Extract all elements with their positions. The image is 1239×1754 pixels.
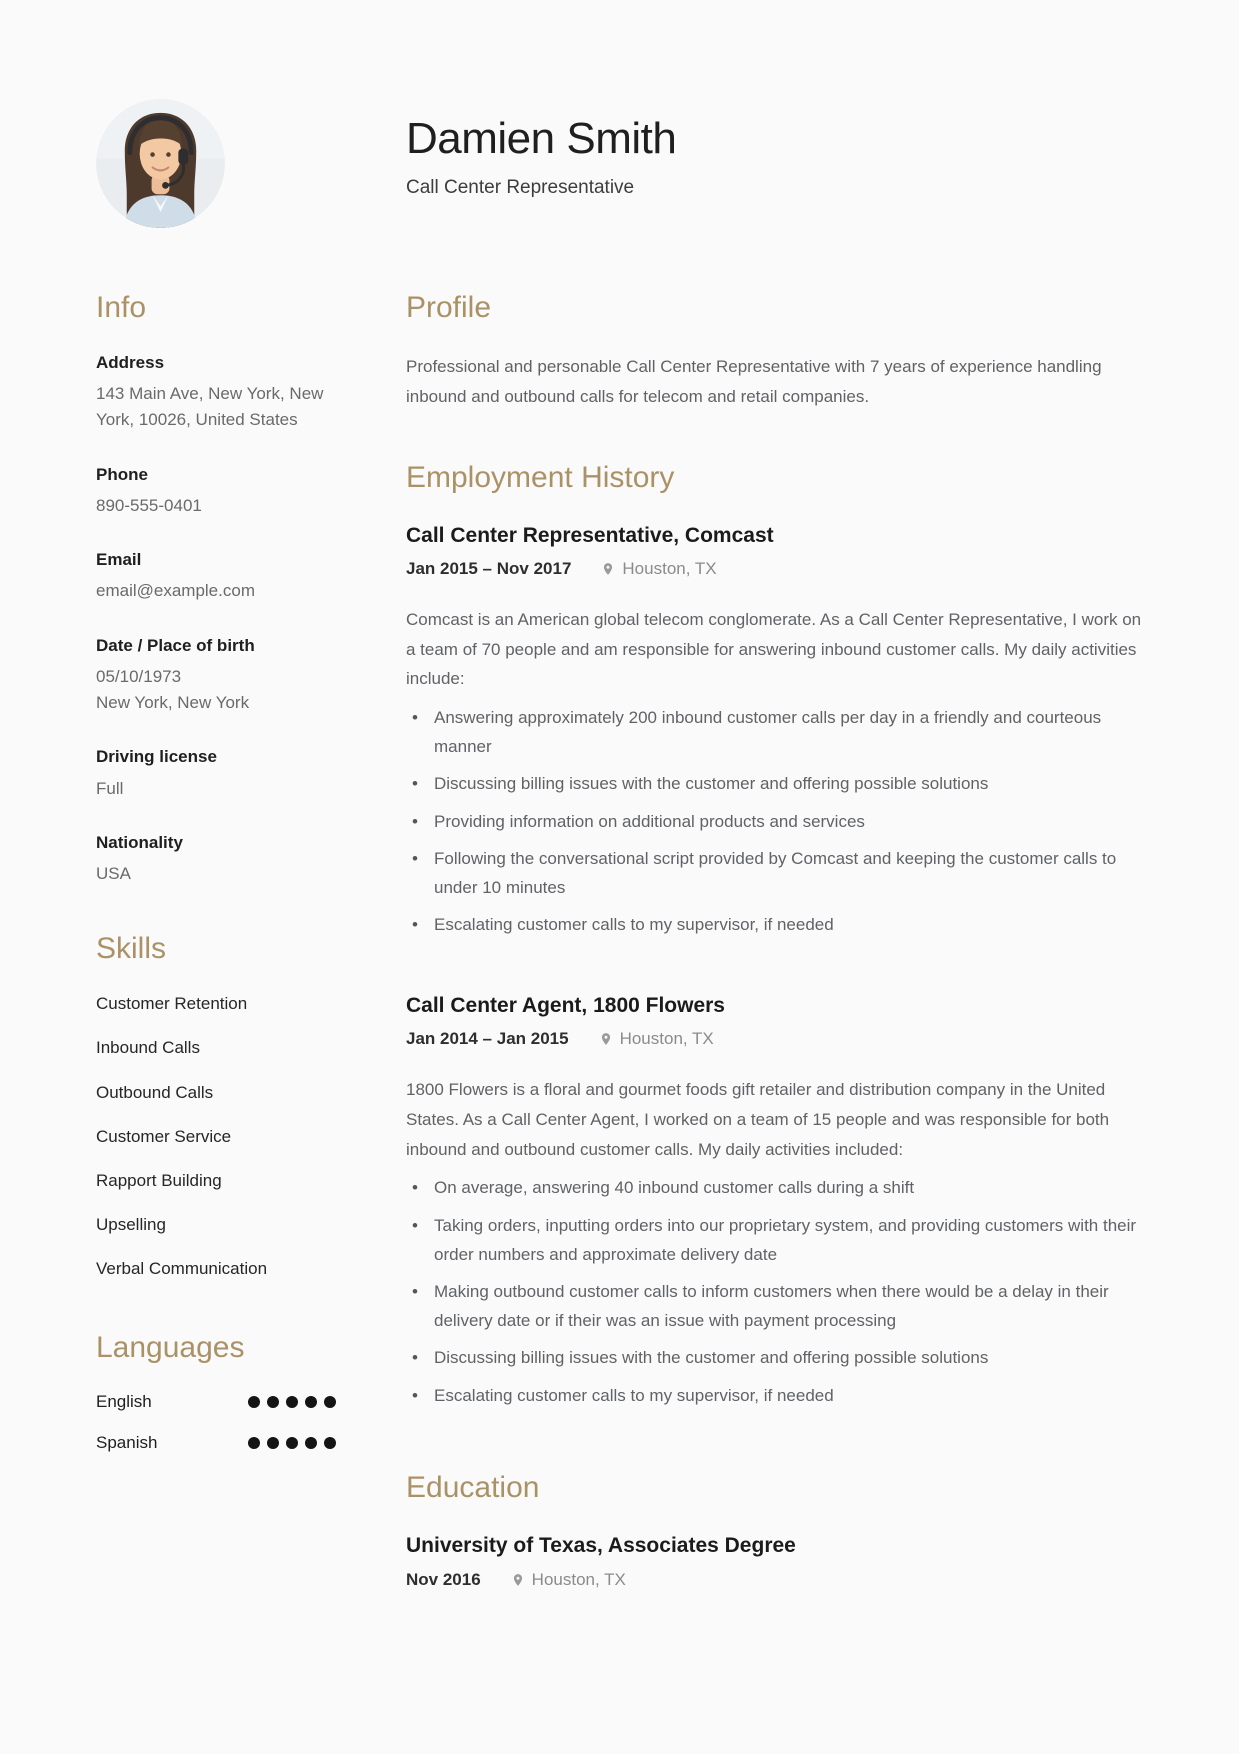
birth-date-value: 05/10/1973 [96, 666, 182, 686]
level-dot [267, 1437, 279, 1449]
nationality-label: Nationality [96, 832, 183, 852]
skills-section [96, 931, 336, 1280]
level-dot [305, 1396, 317, 1408]
job-bullet: • Making outbound customer calls to inform customers when there would be a delay in their delivery date or if their was an issue with payment processing [406, 1278, 1146, 1335]
header [96, 99, 1239, 228]
birth-place-value: New York, New York [96, 693, 250, 713]
employment-history-section [406, 460, 1146, 1411]
job-title: Call Center Agent, 1800 Flowers [406, 993, 725, 1017]
level-dot [248, 1437, 260, 1449]
education-degree-title: University of Texas, Associates Degree [406, 1534, 796, 1558]
job-bullet: • Answering approximately 200 inbound customer calls per day in a friendly and courteous manner [406, 704, 1146, 761]
education-entry [406, 1532, 1146, 1589]
email-label: Email [96, 550, 142, 570]
birth-field [96, 635, 336, 717]
job-bullet: • Escalating customer calls to my supervisor, if needed [406, 1382, 1146, 1411]
level-dot [324, 1396, 336, 1408]
skill-item: Inbound Calls [96, 1038, 200, 1058]
profile-photo [96, 99, 225, 228]
skill-item: Outbound Calls [96, 1082, 214, 1102]
level-dot [286, 1396, 298, 1408]
job-bullet: • Escalating customer calls to my supervisor, if needed [406, 911, 1146, 940]
job-bullet-list [406, 1174, 1146, 1410]
job-location [601, 559, 716, 579]
languages-section [96, 1330, 336, 1453]
location-pin-icon [599, 1032, 613, 1046]
level-dot [267, 1396, 279, 1408]
job-location-text: Houston, TX [619, 1029, 714, 1049]
driving-license-field [96, 746, 336, 801]
phone-field [96, 464, 336, 519]
nationality-value: USA [96, 863, 131, 883]
birth-label: Date / Place of birth [96, 635, 255, 655]
education-dates: Nov 2016 [406, 1569, 481, 1589]
driving-license-value: Full [96, 778, 124, 798]
job-bullet: • Providing information on additional products and services [406, 808, 1146, 837]
job-bullet-list [406, 704, 1146, 940]
person-job-title: Call Center Representative [406, 177, 635, 199]
education-section [406, 1470, 1146, 1589]
address-field [96, 352, 336, 434]
education-location [511, 1570, 626, 1590]
language-row [96, 1433, 336, 1453]
job-location [599, 1029, 714, 1049]
job-bullet: • Discussing billing issues with the customer and offering possible solutions [406, 770, 1146, 799]
job-summary: 1800 Flowers is a floral and gourmet foods gift retailer and distribution company in the United States. As a Call Center Agent, I worked on a team of 15 people and was responsible for both inbound and outbound customer calls. My daily activities included: [406, 1080, 1110, 1159]
person-name: Damien Smith [406, 114, 677, 163]
job-dates: Jan 2014 – Jan 2015 [406, 1029, 569, 1049]
job-bullet: • Discussing billing issues with the customer and offering possible solutions [406, 1344, 1146, 1373]
employment-history-heading: Employment History [406, 460, 675, 494]
sidebar [96, 290, 336, 1590]
profile-text: Professional and personable Call Center Representative with 7 years of experience handling inbound and outbound calls for telecom and retail companies. [406, 357, 1102, 406]
address-value: 143 Main Ave, New York, New York, 10026, United States [96, 384, 324, 430]
address-label: Address [96, 353, 165, 372]
location-pin-icon [601, 562, 615, 576]
skill-item: Customer Service [96, 1126, 232, 1146]
languages-heading: Languages [96, 1330, 245, 1364]
job-location-text: Houston, TX [622, 558, 717, 578]
email-value: email@example.com [96, 581, 255, 601]
email-field [96, 549, 336, 604]
job-bullet: • Taking orders, inputting orders into our proprietary system, and providing customers with their order numbers and approximate delivery date [406, 1212, 1146, 1269]
skill-item: Rapport Building [96, 1170, 222, 1190]
language-row [96, 1392, 336, 1412]
skill-item: Upselling [96, 1214, 166, 1234]
language-level-dots [248, 1437, 336, 1449]
skills-heading: Skills [96, 932, 167, 966]
education-location-text: Houston, TX [531, 1569, 626, 1589]
job-bullet: • Following the conversational script provided by Comcast and keeping the customer calls to under 10 minutes [406, 845, 1146, 902]
profile-photo-illustration [96, 99, 225, 228]
language-name: Spanish [96, 1432, 158, 1452]
main-column [406, 290, 1146, 1590]
info-heading: Info [96, 291, 147, 324]
driving-license-label: Driving license [96, 747, 217, 767]
language-level-dots [248, 1396, 336, 1408]
job-entry [406, 992, 1146, 1410]
skills-list [96, 993, 336, 1280]
skill-item: Verbal Communication [96, 1258, 268, 1278]
job-bullet: • On average, answering 40 inbound customer calls during a shift [406, 1174, 1146, 1203]
location-pin-icon [511, 1573, 525, 1587]
level-dot [248, 1396, 260, 1408]
level-dot [324, 1437, 336, 1449]
nationality-field [96, 832, 336, 887]
phone-label: Phone [96, 464, 148, 484]
profile-section [406, 290, 1146, 412]
job-dates: Jan 2015 – Nov 2017 [406, 558, 572, 578]
info-section [96, 290, 336, 887]
education-heading: Education [406, 1471, 540, 1505]
language-name: English [96, 1391, 152, 1411]
job-summary: Comcast is an American global telecom conglomerate. As a Call Center Representative, I work on a team of 70 people and am responsible for answering inbound customer calls. My daily activities include: [406, 609, 1142, 689]
level-dot [286, 1437, 298, 1449]
profile-heading: Profile [406, 291, 492, 324]
level-dot [305, 1437, 317, 1449]
skill-item: Customer Retention [96, 994, 248, 1014]
job-title: Call Center Representative, Comcast [406, 523, 774, 547]
job-entry [406, 522, 1146, 940]
phone-value: 890-555-0401 [96, 495, 202, 515]
